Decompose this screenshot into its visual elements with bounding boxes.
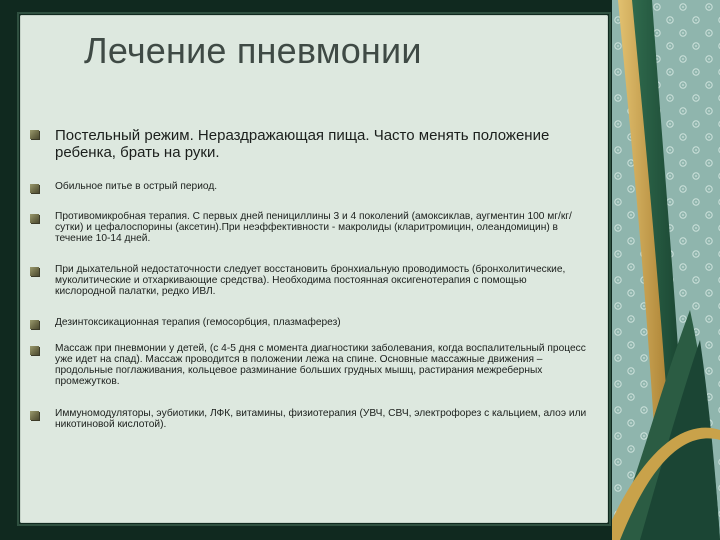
- bullet-marker-icon: [30, 214, 39, 223]
- slide-title: Лечение пневмонии: [84, 30, 422, 71]
- bullet-text: Дезинтоксикационная терапия (гемосорбция, плазмаферез): [55, 317, 341, 328]
- bullet-text: Массаж при пневмонии у детей, (с 4-5 дня с момента диагностики заболевания, когда воспалительный процесс уже идет на спад). Массаж проводится в положении лежа на спине. Основные массажные движения – продольные поглаживания, кольцевое разминание больших грудных мышц, растирания межреберных промежутков.: [55, 343, 586, 387]
- bullet-list: [20, 15, 608, 523]
- bullet-text: Иммуномодуляторы, эубиотики, ЛФК, витамины, физиотерапия (УВЧ, СВЧ, электрофорез с кальцием, алоэ или никотиновой кислотой).: [55, 408, 587, 430]
- bullet-marker-icon: [30, 411, 39, 420]
- bullet-marker-icon: [30, 346, 39, 355]
- bullet-marker-icon: [30, 267, 39, 276]
- bullet-marker-icon: [30, 130, 39, 139]
- bullet-text: При дыхательной недостаточности следует восстановить бронхиальную проводимость (бронхолитические, муколитические и отхаркивающие средства). Необходима постоянная оксигенотерапия с помощью кислородной палатки, редко ИВЛ.: [55, 264, 566, 297]
- bullet-marker-icon: [30, 320, 39, 329]
- bullet-text: Противомикробная терапия. С первых дней пенициллины 3 и 4 поколений (амоксиклав, аугментин 100 мг/кг/сутки) и цефалоспорины (аксетин).При неэффективности - макролиды (кларитромицин, олеандомицин) в течение 10-14 дней.: [55, 211, 572, 244]
- bullet-marker-icon: [30, 184, 39, 193]
- bullet-text: Постельный режим. Нераздражающая пища. Часто менять положение ребенка, брать на руки.: [55, 127, 550, 161]
- bullet-text: Обильное питье в острый период.: [55, 181, 218, 192]
